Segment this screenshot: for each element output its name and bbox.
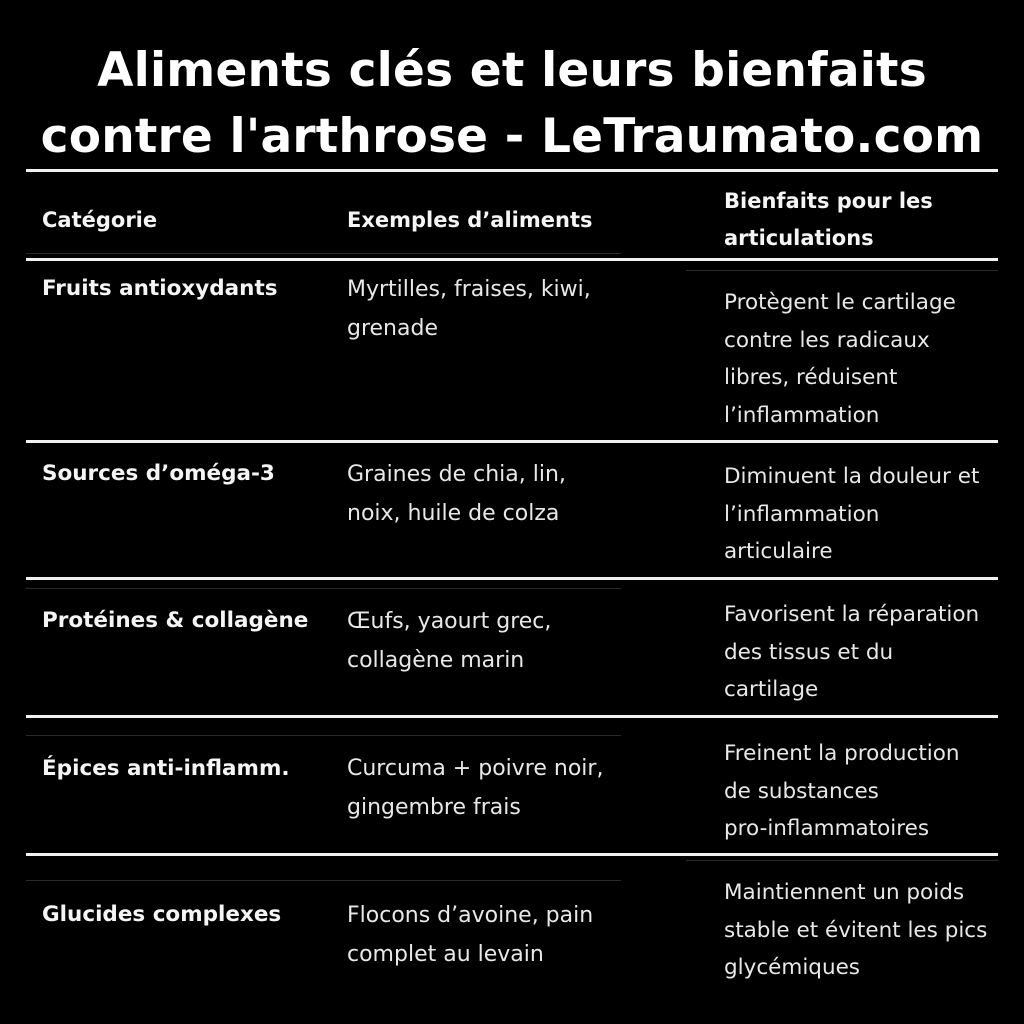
row-1-benefits-line-2: contre les radicaux bbox=[724, 327, 930, 353]
cell-line bbox=[26, 735, 621, 736]
row-4-benefits-line-1: Freinent la production bbox=[724, 741, 960, 766]
header-benefits bbox=[724, 183, 933, 257]
row-4-examples-line-2: gingembre frais bbox=[347, 795, 521, 820]
row-separator-3 bbox=[26, 715, 998, 718]
row-separator-1 bbox=[26, 440, 998, 443]
cell-line bbox=[686, 860, 998, 861]
row-1-examples-line-1: Myrtilles, fraises, kiwi, bbox=[347, 277, 591, 302]
row-1-benefits-line-1: Protègent le cartilage bbox=[724, 290, 956, 315]
row-5-examples-line-1: Flocons d’avoine, pain bbox=[347, 903, 594, 928]
row-3-benefits bbox=[724, 596, 1024, 709]
row-separator-2 bbox=[26, 577, 998, 580]
row-1-benefits-line-4: l’inflammation bbox=[724, 402, 880, 428]
row-1-examples-line-2: grenade bbox=[347, 316, 438, 341]
row-5-category: Glucides complexes bbox=[42, 902, 282, 927]
row-3-examples bbox=[347, 602, 621, 680]
row-5-examples bbox=[347, 896, 621, 974]
row-1-examples bbox=[347, 270, 621, 348]
row-2-benefits-line-1: Diminuent la douleur et bbox=[724, 464, 980, 489]
header-bottom-rule bbox=[26, 258, 998, 261]
row-4-benefits bbox=[724, 735, 1024, 848]
header-benefits-line-2: articulations bbox=[724, 226, 874, 250]
row-4-benefits-line-3: pro-inflammatoires bbox=[724, 816, 930, 841]
row-4-category: Épices anti-inflamm. bbox=[42, 756, 290, 781]
row-5-examples-line-2: complet au levain bbox=[347, 942, 544, 967]
cell-line bbox=[26, 588, 621, 589]
row-2-benefits bbox=[724, 458, 1024, 571]
row-5-benefits bbox=[724, 874, 1024, 987]
table-top-rule bbox=[26, 169, 998, 172]
header-examples: Exemples d’aliments bbox=[347, 208, 593, 232]
row-2-examples-line-1: Graines de chia, lin, bbox=[347, 462, 566, 487]
row-4-benefits-line-2: de substances bbox=[724, 778, 879, 804]
row-3-examples-line-1: Œufs, yaourt grec, bbox=[347, 609, 552, 634]
row-5-benefits-line-1: Maintiennent un poids bbox=[724, 880, 965, 905]
header-category: Catégorie bbox=[42, 208, 158, 232]
row-2-examples bbox=[347, 455, 621, 533]
page-title-line-1: Aliments clés et leurs bienfaits bbox=[97, 43, 927, 98]
row-4-examples-line-1: Curcuma + poivre noir, bbox=[347, 756, 604, 781]
row-3-category: Protéines & collagène bbox=[42, 608, 309, 633]
row-3-benefits-line-1: Favorisent la réparation bbox=[724, 602, 980, 627]
cell-line bbox=[686, 270, 998, 271]
row-5-benefits-line-2: stable et évitent les pics bbox=[724, 917, 988, 943]
row-5-benefits-line-3: glycémiques bbox=[724, 955, 861, 980]
row-separator-4 bbox=[26, 853, 998, 856]
row-3-examples-line-2: collagène marin bbox=[347, 648, 525, 673]
header-benefits-line-1: Bienfaits pour les bbox=[724, 189, 933, 213]
row-2-benefits-line-3: articulaire bbox=[724, 539, 833, 564]
row-4-examples bbox=[347, 749, 621, 827]
cell-line bbox=[26, 253, 621, 254]
cell-line bbox=[26, 880, 621, 881]
row-1-benefits-line-3: libres, réduisent bbox=[724, 365, 898, 390]
row-3-benefits-line-3: cartilage bbox=[724, 677, 819, 702]
row-1-benefits bbox=[724, 284, 1024, 434]
page-title-line-2: contre l'arthrose - LeTraumato.com bbox=[40, 109, 984, 164]
row-1-category: Fruits antioxydants bbox=[42, 276, 278, 301]
row-2-benefits-line-2: l’inflammation bbox=[724, 501, 880, 527]
row-2-category: Sources d’oméga-3 bbox=[42, 461, 275, 486]
row-2-examples-line-2: noix, huile de colza bbox=[347, 501, 560, 526]
page-title bbox=[0, 38, 1024, 170]
row-3-benefits-line-2: des tissus et du bbox=[724, 639, 894, 665]
